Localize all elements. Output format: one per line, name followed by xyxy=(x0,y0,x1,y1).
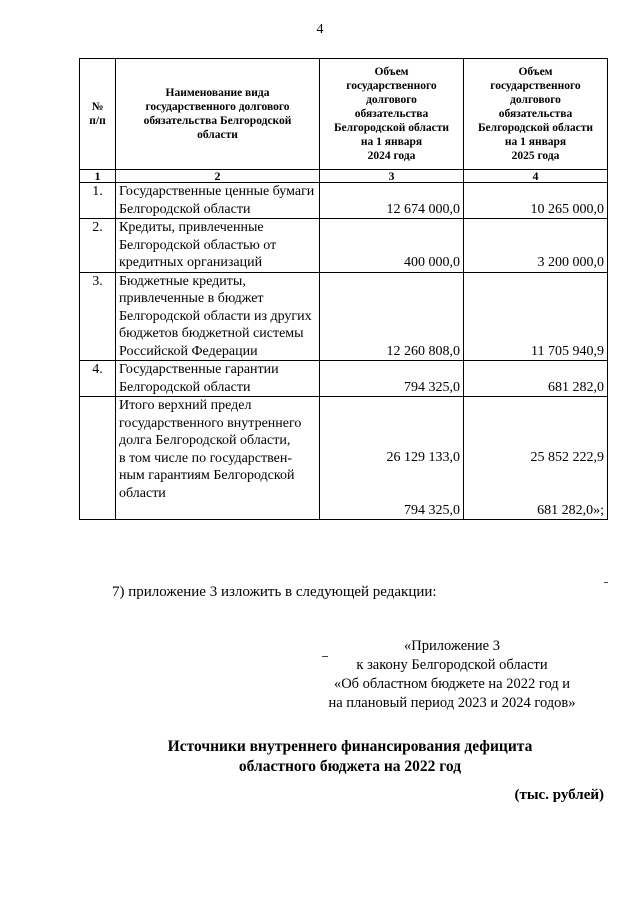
row-name: Государственные гарантии Белгородской области xyxy=(116,361,320,397)
row-number: 1. xyxy=(80,183,116,219)
row-value-2024: 794 325,0 xyxy=(320,361,464,397)
row-name: Государственные ценные бумаги Белгородской области xyxy=(116,183,320,219)
guarantee-value-2025: 681 282,0»; xyxy=(537,502,604,518)
total-row xyxy=(80,397,608,520)
row-value-2024: 12 674 000,0 xyxy=(320,183,464,219)
column-number-row xyxy=(80,170,608,183)
header-number: № п/п xyxy=(80,59,116,170)
column-number: 3 xyxy=(320,170,464,183)
row-number: 2. xyxy=(80,219,116,273)
row-name: Кредиты, привлеченные Белгородской областью от кредитных организаций xyxy=(116,219,320,273)
appendix-line: «Об областном бюджете на 2022 год и xyxy=(333,676,571,692)
row-value-2025: 681 282,0 xyxy=(464,361,608,397)
appendix-line: «Приложение 3 xyxy=(404,638,500,654)
section-title xyxy=(0,737,640,777)
column-number: 1 xyxy=(80,170,116,183)
row-value-2025: 10 265 000,0 xyxy=(464,183,608,219)
appendix-line: к закону Белгородской области xyxy=(356,657,548,673)
row-number: 3. xyxy=(80,272,116,361)
total-name: Итого верхний предел государственного внутреннего долга Белгородской области, в том числе по государствен- ным гарантиям Белгородской области xyxy=(116,397,320,520)
column-number: 2 xyxy=(116,170,320,183)
total-value-2025: 25 852 222,9 xyxy=(530,450,604,465)
scan-mark xyxy=(604,582,608,583)
appendix-line: на плановый период 2023 и 2024 годов» xyxy=(328,695,576,711)
row-value-2024: 400 000,0 xyxy=(320,219,464,273)
total-value-2024: 26 129 133,0 xyxy=(386,450,460,465)
table-row xyxy=(80,219,608,273)
guarantee-value-2024: 794 325,0 xyxy=(404,502,460,518)
total-values-2025 xyxy=(464,397,608,520)
row-value-2024: 12 260 808,0 xyxy=(320,272,464,361)
total-number xyxy=(80,397,116,520)
amendment-paragraph: 7) приложение 3 изложить в следующей редакции: xyxy=(112,584,437,600)
table-header-row xyxy=(80,59,608,170)
header-name: Наименование вида государственного долгового обязательства Белгородской области xyxy=(116,59,320,170)
table-row xyxy=(80,361,608,397)
title-line: Источники внутреннего финансирования дефицита xyxy=(167,738,533,755)
page-number: 4 xyxy=(316,22,324,37)
total-values-2024 xyxy=(320,397,464,520)
header-2024: Объем государственного долгового обязательства Белгородской области на 1 января 2024 года xyxy=(320,59,464,170)
row-value-2025: 3 200 000,0 xyxy=(464,219,608,273)
appendix-header xyxy=(302,637,602,713)
units-label: (тыс. рублей) xyxy=(514,787,604,803)
row-value-2025: 11 705 940,9 xyxy=(464,272,608,361)
row-number: 4. xyxy=(80,361,116,397)
row-name: Бюджетные кредиты, привлеченные в бюджет Белгородской области из других бюджетов бюджетной системы Российской Федерации xyxy=(116,272,320,361)
debt-table xyxy=(79,58,608,520)
table-row xyxy=(80,272,608,361)
table-row xyxy=(80,183,608,219)
title-line: областного бюджета на 2022 год xyxy=(238,758,462,775)
header-2025: Объем государственного долгового обязательства Белгородской области на 1 января 2025 года xyxy=(464,59,608,170)
column-number: 4 xyxy=(464,170,608,183)
